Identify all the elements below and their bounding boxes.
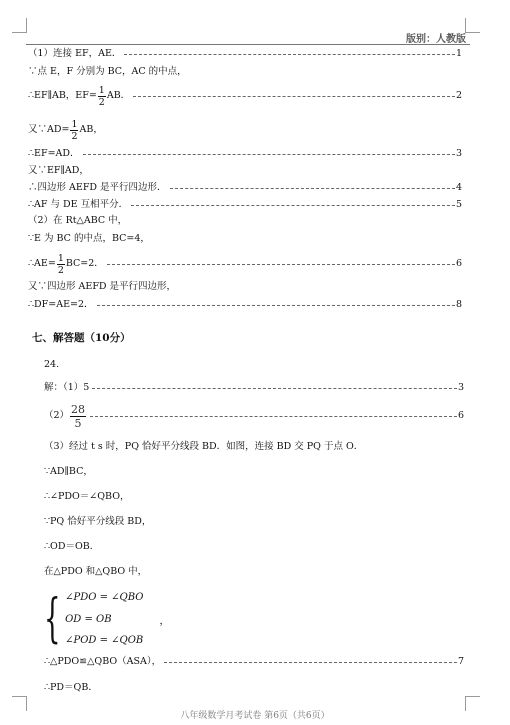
fraction-numerator: 1	[71, 118, 78, 130]
score-mark: 6	[455, 258, 462, 269]
solution-line	[28, 213, 462, 229]
solution-line	[28, 197, 462, 213]
line-text: ∵E 为 BC 的中点，BC=4，	[28, 233, 150, 244]
leader-dots	[133, 96, 455, 97]
line-text: BC=2．	[65, 258, 104, 269]
solution-line	[28, 163, 462, 179]
question-number	[44, 357, 464, 373]
solution-line	[28, 118, 462, 142]
solution-line	[28, 297, 462, 313]
crop-mark-top-left	[12, 18, 27, 33]
crop-mark-top-right	[465, 18, 480, 33]
score-mark: 7	[457, 656, 464, 667]
solution-line	[44, 439, 464, 455]
line-text: （2）	[44, 410, 70, 421]
line-text: 又∵EF∥AD，	[28, 165, 89, 176]
header-edition: 版别：人教版	[406, 34, 466, 45]
leader-dots	[97, 305, 455, 306]
page-footer: 八年级数学月考试卷 第6页（共6页）	[180, 711, 330, 721]
line-text: ∴AF 与 DE 互相平分．	[28, 199, 129, 210]
solution-line	[44, 464, 464, 480]
line-text: 又∵四边形 AEFD 是平行四边形，	[28, 281, 177, 292]
line-text: 在△PDO 和△QBO 中，	[44, 566, 148, 577]
line-text: ∵点 E，F 分别为 BC，AC 的中点，	[28, 66, 187, 77]
equation: OD = OB	[65, 613, 112, 625]
line-text: ∴DF=AE=2．	[28, 299, 94, 310]
leader-dots	[124, 54, 455, 55]
left-brace: {	[44, 589, 61, 649]
fraction	[70, 119, 78, 142]
equation-system	[44, 590, 169, 648]
solution-line	[44, 564, 464, 580]
fraction	[70, 403, 86, 430]
leader-dots	[90, 416, 457, 417]
line-text: 24.	[44, 359, 60, 370]
solution-line	[28, 180, 462, 196]
solution-line	[44, 380, 464, 396]
solution-line	[44, 514, 464, 530]
section-title: 七、解答题（10分）	[32, 332, 131, 344]
equation: ∠POD = ∠QOB	[65, 635, 144, 646]
line-text: ∵AD∥BC，	[44, 466, 93, 477]
solution-line	[44, 402, 464, 430]
solution-line	[44, 680, 464, 696]
fraction-denominator: 2	[98, 96, 105, 108]
fraction	[98, 85, 106, 108]
line-text: （3）经过 t s 时，PQ 恰好平分线段 BD．如图，连接 BD 交 PQ 于点 O．	[44, 441, 364, 452]
line-text: ∴PD＝QB．	[44, 682, 98, 693]
line-text: 又∵AD=	[28, 124, 70, 135]
line-text: ∵PQ 恰好平分线段 BD，	[44, 516, 152, 527]
score-mark: 3	[455, 148, 462, 159]
score-mark: 8	[455, 299, 462, 310]
line-text: AB．	[106, 90, 131, 101]
fraction-numerator: 28	[71, 402, 86, 416]
line-text: （2）在 Rt△ABC 中，	[28, 215, 128, 226]
leader-dots	[83, 154, 455, 155]
line-text: AB，	[79, 124, 103, 135]
leader-dots	[131, 205, 455, 206]
solution-line	[28, 279, 462, 295]
leader-dots	[170, 188, 455, 189]
fraction-denominator: 2	[57, 264, 64, 276]
line-text: （1）连接 EF，AE．	[28, 48, 122, 59]
score-mark: 2	[455, 90, 462, 101]
solution-line	[28, 46, 462, 62]
fraction-denominator: 2	[71, 130, 78, 142]
line-text: ∴∠PDO＝∠QBO，	[44, 491, 130, 502]
leader-dots	[92, 388, 457, 389]
leader-dots	[107, 264, 455, 265]
fraction-denominator: 5	[74, 416, 82, 430]
fraction-numerator: 1	[98, 84, 105, 96]
equation-list	[65, 592, 143, 646]
equation-comma: ，	[159, 615, 170, 627]
solution-line	[44, 539, 464, 555]
line-text: ∴EF=AD．	[28, 148, 80, 159]
line-text: ∴△PDO≌△QBO（ASA），	[44, 656, 162, 667]
solution-line	[28, 252, 462, 276]
solution-line	[28, 64, 462, 80]
header-rule	[26, 44, 470, 45]
line-text: ∴四边形 AEFD 是平行四边形．	[28, 182, 167, 193]
line-text: ∴OD＝OB．	[44, 541, 100, 552]
leader-dots	[164, 662, 457, 663]
score-mark: 3	[457, 382, 464, 393]
solution-line	[44, 654, 464, 670]
line-text: ∴EF∥AB，EF=	[28, 90, 97, 101]
solution-line	[28, 84, 462, 108]
line-text: 解：（1）5	[44, 382, 90, 393]
line-text: ∴AE=	[28, 258, 56, 269]
solution-line	[28, 231, 462, 247]
solution-line	[28, 146, 462, 162]
score-mark: 6	[457, 410, 464, 421]
fraction	[57, 253, 65, 276]
score-mark: 1	[455, 48, 462, 59]
equation: ∠PDO = ∠QBO	[65, 592, 144, 603]
fraction-numerator: 1	[57, 252, 64, 264]
solution-line	[44, 489, 464, 505]
score-mark: 5	[455, 199, 462, 210]
score-mark: 4	[455, 182, 462, 193]
